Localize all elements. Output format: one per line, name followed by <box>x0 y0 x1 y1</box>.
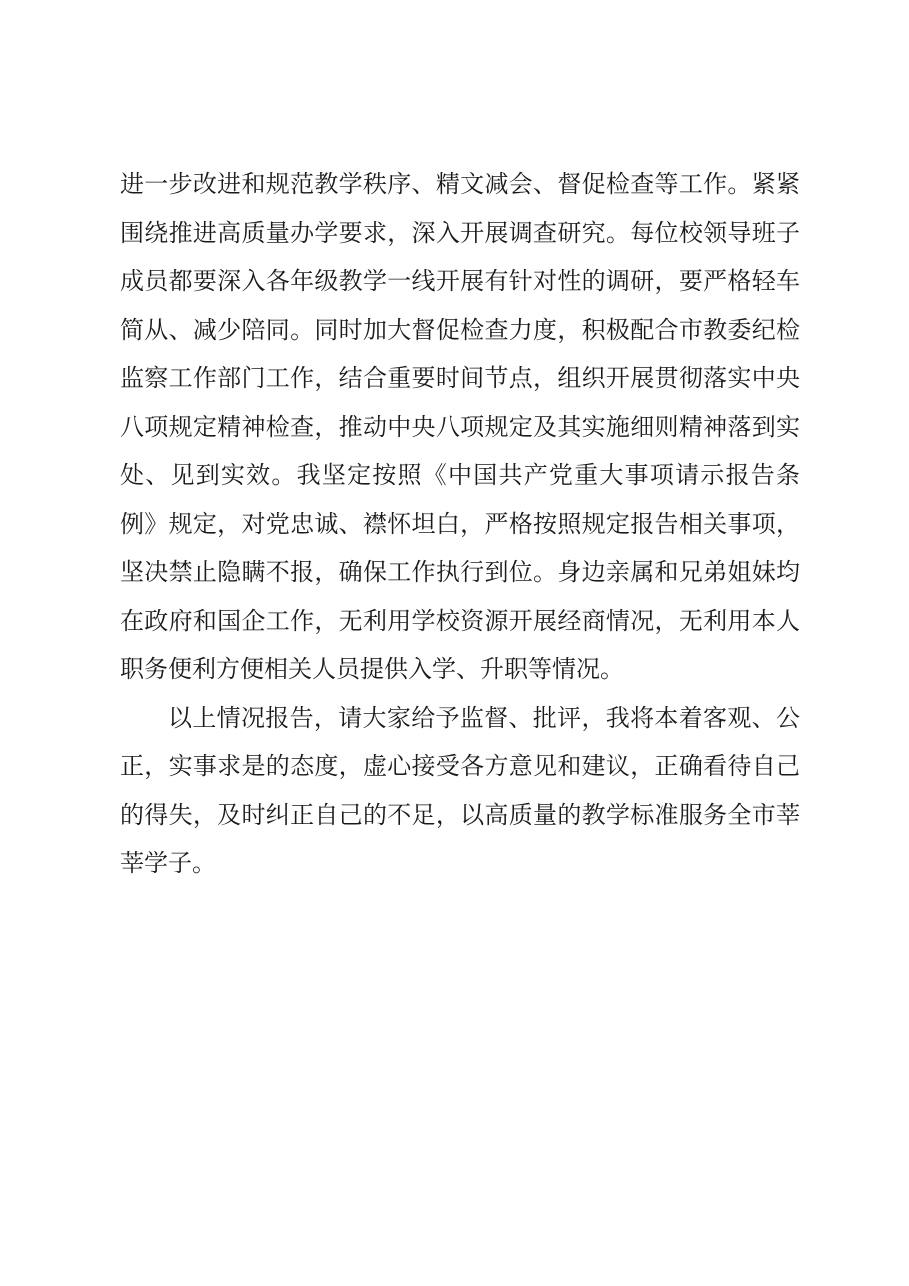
paragraph-continued: 进一步改进和规范教学秩序、精文减会、督促检查等工作。紧紧围绕推进高质量办学要求，深入开展调查研究。每位校领导班子成员都要深入各年级教学一线开展有针对性的调研，要严格轻车简从、减少陪同。同时加大督促检查力度，积极配合市教委纪检监察工作部门工作，结合重要时间节点，组织开展贯彻落实中央八项规定精神检查，推动中央八项规定及其实施细则精神落到实处、见到实效。我坚定按照《中国共产党重大事项请示报告条例》规定，对党忠诚、襟怀坦白，严格按照规定报告相关事项，坚决禁止隐瞒不报，确保工作执行到位。身边亲属和兄弟姐妹均在政府和国企工作，无利用学校资源开展经商情况，无利用本人职务便利方便相关人员提供入学、升职等情况。 <box>120 170 800 683</box>
document-body <box>120 160 800 888</box>
paragraph-closing: 以上情况报告，请大家给予监督、批评，我将本着客观、公正，实事求是的态度，虚心接受各方意见和建议，正确看待自己的得失，及时纠正自己的不足，以高质量的教学标准服务全市莘莘学子。 <box>120 703 800 877</box>
